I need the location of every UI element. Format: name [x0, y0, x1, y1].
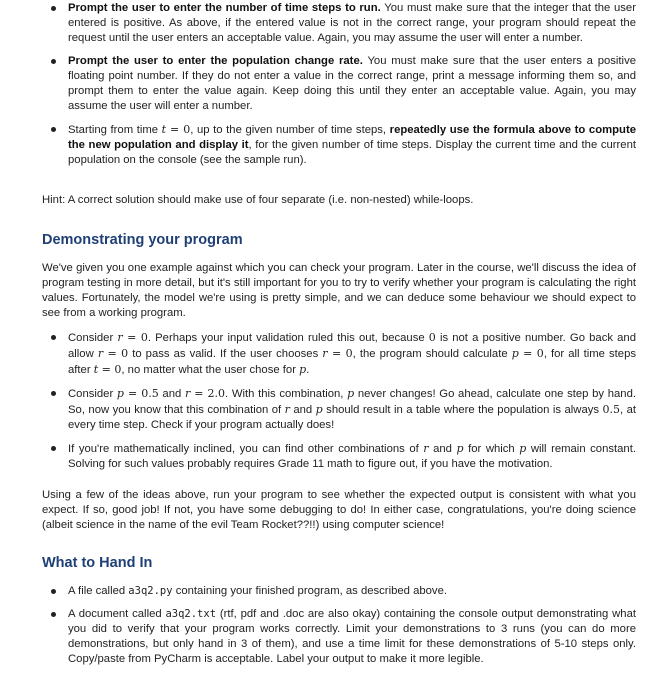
- hand-in-list: [42, 584, 636, 667]
- demo-list: [42, 330, 636, 472]
- demo-intro-paragraph: We've given you one example against which you can check your program. Later in the course, we'll discuss the idea of program testing in more detail, but it's still important for you to try to verify whether your program is calculating the right values. Fortunately, the model we're using is pretty simple, and we can deduce some behaviour we should expect to see from a working program.: [42, 262, 636, 319]
- filename-code: a3q2.txt: [165, 608, 217, 620]
- demo-outro-paragraph: Using a few of the ideas above, run your program to see whether the expected output is consistent with what you expect. If so, good job! If not, you have some debugging to do! In either case, congratulations, you're doing science (albeit science in the name of the evil Team Rocket??!!) using computer science!: [42, 489, 636, 531]
- list-item: Consider r = 0. Perhaps your input validation ruled this out, because 0 is not a positive number. Go back and allow r = 0 to pass as valid. If the user chooses r = 0, the program should calculate p = 0, for all time steps after t = 0, no matter what the user chose for p.: [42, 330, 636, 378]
- filename-code: a3q2.py: [128, 585, 173, 597]
- list-item: A document called a3q2.txt (rtf, pdf and .doc are also okay) containing the console output demonstrating what you did to verify that your program works correctly. Limit your demonstrations to 3 runs (you can do more demonstrations, but only hand in 3 of them), and use a time limit for these demonstrations of 5-10 steps only. Copy/paste from PyCharm is acceptable. Label your output to make it more legible.: [42, 607, 636, 667]
- section-heading-hand-in: What to Hand In: [42, 555, 153, 571]
- list-item: Consider p = 0.5 and r = 2.0. With this combination, p never changes! Go ahead, calculate one step by hand. So, now you know that this combination of r and p should result in a table where the population is always 0.5, at every time step. Check if your program actually does!: [42, 386, 636, 433]
- list-item: Prompt the user to enter the population change rate. You must make sure that the user enters a positive floating point number. If they do not enter a value in the correct range, print a message informing them so, and prompt them to enter the value again. Keep doing this until they enter an acceptable value. Again, you may assume the user will enter a number.: [42, 54, 636, 114]
- list-item: Prompt the user to enter the number of time steps to run. You must make sure that the integer that the user entered is positive. As above, if the entered value is not in the correct range, your program should repeat the request until the user enters an acceptable value. Again, you may assume the user will enter a number.: [42, 1, 636, 46]
- section-heading-demo: Demonstrating your program: [42, 232, 243, 248]
- hint-text: Hint: A correct solution should make use of four separate (i.e. non-nested) while-loops.: [42, 194, 474, 206]
- list-item: Starting from time t = 0, up to the given number of time steps, repeatedly use the formula above to compute the new population and display it, for the given number of time steps. Display the current time and the current population on the console (see the sample run).: [42, 122, 636, 168]
- list-item: A file called a3q2.py containing your finished program, as described above.: [42, 584, 636, 599]
- requirements-list: [42, 1, 636, 168]
- list-item: If you're mathematically inclined, you can find other combinations of r and p for which p will remain constant. Solving for such values probably requires Grade 11 math to figure out, if you have the motivation.: [42, 441, 636, 472]
